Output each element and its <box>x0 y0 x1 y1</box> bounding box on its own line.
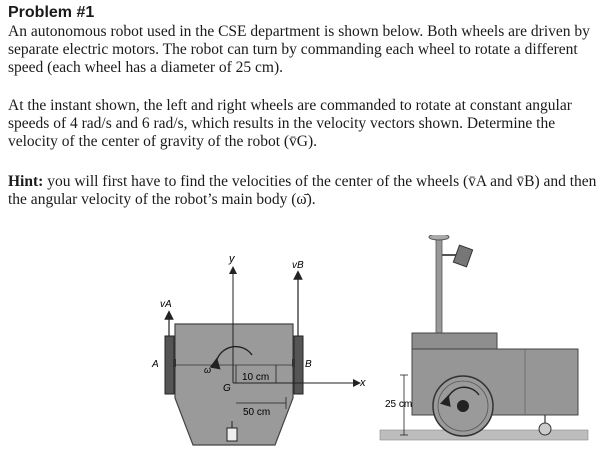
upper-body <box>412 333 497 349</box>
label-A: A <box>152 359 159 370</box>
hint-label: Hint: <box>8 173 44 190</box>
side-view-diagram <box>380 235 588 440</box>
mast-top <box>429 235 449 240</box>
label-G: G <box>223 383 231 394</box>
label-vA: vA <box>160 299 172 310</box>
side-caster <box>539 423 551 435</box>
paragraph-question: At the instant shown, the left and right wheels are commanded to rotate at constant angular speeds of 4 rad/s and 6 rad/s, which results in the velocity vectors shown. Determine the velocity of the center of gravity of the robot (v̄G). <box>8 97 572 150</box>
dim-25cm: 25 cm <box>385 399 413 410</box>
sensor <box>453 245 472 267</box>
mast <box>436 237 442 333</box>
hint-text: you will first have to find the velocities of the center of the wheels (v̄A and v̄B) and then the angular velocity of the robot’s main body (ω̄). <box>8 173 597 208</box>
caster <box>227 428 237 441</box>
paragraph-hint <box>8 173 604 209</box>
label-omega: ω <box>204 365 212 375</box>
label-y: y <box>229 253 235 265</box>
dim-50cm: 50 cm <box>243 407 271 418</box>
right-wheel <box>294 336 303 394</box>
label-vB: vB <box>292 260 304 271</box>
label-B: B <box>305 359 312 370</box>
top-view-diagram <box>151 253 366 445</box>
figures <box>0 235 609 471</box>
robot-body <box>175 324 293 445</box>
ground <box>380 430 588 440</box>
problem-title: Problem #1 <box>8 4 95 21</box>
paragraph-description: An autonomous robot used in the CSE department is shown below. Both wheels are driven by separate electric motors. The robot can turn by commanding each wheel to rotate a different speed (each wheel has a diameter of 25 cm). <box>8 23 590 76</box>
label-x: x <box>360 377 366 389</box>
left-wheel <box>165 336 174 394</box>
dim-10cm: 10 cm <box>242 372 270 383</box>
